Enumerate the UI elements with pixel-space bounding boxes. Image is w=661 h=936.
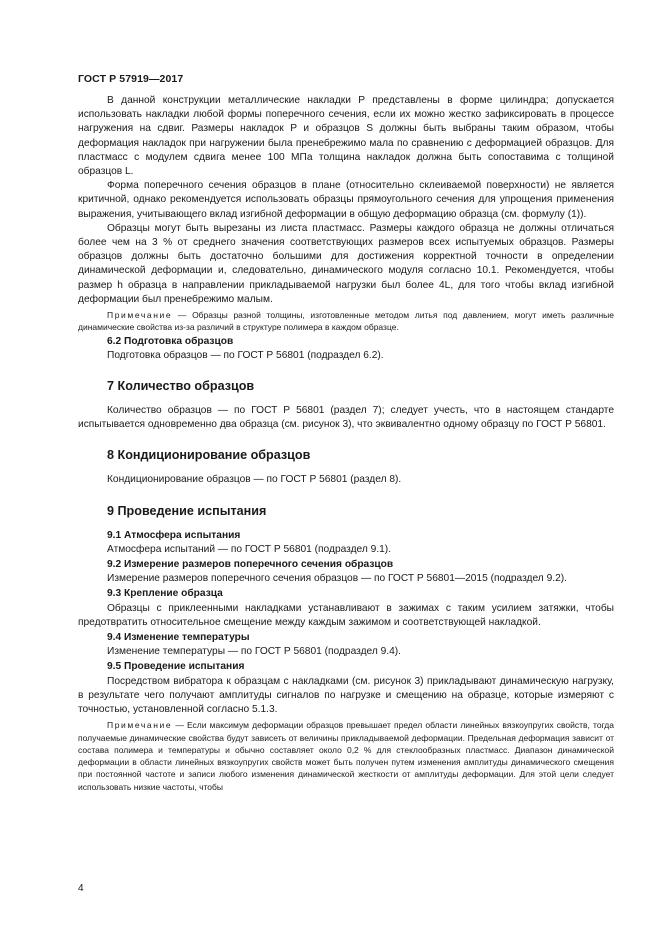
heading-9-1: 9.1 Атмосфера испытания	[107, 529, 241, 541]
page-number: 4	[78, 883, 84, 894]
heading-9-5: 9.5 Проведение испытания	[107, 661, 245, 673]
paragraph-cross-section: Форма поперечного сечения образцов в плане (относительно склеиваемой поверхности) не является критичной, однако рекомендуется использовать образцы прямоугольного сечения для упрощения применения выражения, учитывающего вклад изгибной деформации в общую деформацию образца (см. формулу (1)).	[78, 180, 614, 220]
note-moulding	[78, 309, 614, 334]
paragraph-9-3: Образцы с приклеенными накладками устанавливают в зажимах с таким усилием затяжки, чтобы предотвратить относительное смещение между каждым зажимом и соответствующей накладкой.	[78, 602, 614, 628]
note-text-9-5: — Если максимум деформации образцов превышает предел области линейных вязкоупругих свойств, тогда получаемые динамические свойства будут зависеть от величины прикладываемой деформации. Предельная деформация зависит от состава полимера и температуры и обычно составляет около 0,2 % для стеклообразных пластмасс. Диапазон динамической деформации в области линейных вязкоупругих свойств может быть получен путем изменения амплитуды динамического смещения при постоянной частоте и записи любого изменения динамической жесткости от амплитуды деформации. Для этой цели следует использовать низкие частоты, чтобы	[78, 720, 614, 792]
page-content	[78, 94, 614, 793]
document-header: ГОСТ Р 57919—2017	[78, 73, 184, 85]
heading-9-3: 9.3 Крепление образца	[107, 588, 223, 600]
note-deformation	[78, 719, 614, 793]
paragraph-6-2: Подготовка образцов — по ГОСТ Р 56801 (подраздел 6.2).	[107, 349, 384, 361]
paragraph-8: Кондиционирование образцов — по ГОСТ Р 56801 (раздел 8).	[107, 474, 402, 486]
note-text: — Образцы разной толщины, изготовленные методом литья под давлением, могут иметь различные динамические свойства из-за различий в структуре полимера в каждом образце.	[78, 310, 614, 333]
paragraph-9-2: Измерение размеров поперечного сечения образцов — по ГОСТ Р 56801—2015 (подраздел 9.2).	[107, 573, 567, 585]
note-label: Примечание	[107, 310, 173, 321]
paragraph-9-5: Посредством вибратора к образцам с накладками (см. рисунок 3) прикладывают динамическую нагрузку, в результате чего получают амплитуды сигналов по нагрузке и смещению на образце, которые измеряют с точностью, установленной согласно 5.1.3.	[78, 675, 614, 716]
paragraph-specimen-size: Образцы могут быть вырезаны из листа пластмасс. Размеры каждого образца не должны отличаться более чем на 3 % от среднего значения соответствующих размеров всех испытуемых образцов. Размеры образцов должны быть достаточно большими для достижения корректной точности в определении динамической деформации и, следовательно, динамического модуля согласно 10.1. Рекомендуется, чтобы размер h образца в направлении прикладываемой нагрузки был более 4L, для того чтобы вклад изгибной деформации был пренебрежимо малым.	[78, 222, 614, 305]
heading-9: 9 Проведение испытания	[107, 503, 267, 518]
paragraph-7: Количество образцов — по ГОСТ Р 56801 (раздел 7); следует учесть, что в настоящем стандарте испытывается одновременно два образца (см. рисунок 3), что эквивалентно одному образцу по ГОСТ Р 56801.	[78, 405, 614, 431]
note-label-9-5: Примечание	[107, 720, 173, 731]
paragraph-specimen-design: В данной конструкции металлические накладки P представлены в форме цилиндра; допускается использовать накладки любой формы поперечного сечения, если их можно жестко зафиксировать в процессе нагружения на сдвиг. Размеры накладок P и образцов S должны быть выбраны таким образом, чтобы деформация накладок при нагружении была пренебрежимо мала по сравнению с деформацией образцов. Для пластмасс с модулем сдвига менее 100 МПа толщина накладок должна быть сопоставима с толщиной образцов L.	[78, 95, 614, 178]
paragraph-9-1: Атмосфера испытаний — по ГОСТ Р 56801 (подраздел 9.1).	[107, 543, 392, 555]
heading-7: 7 Количество образцов	[107, 379, 255, 394]
heading-8: 8 Кондиционирование образцов	[107, 448, 311, 463]
paragraph-9-4: Изменение температуры — по ГОСТ Р 56801 (подраздел 9.4).	[107, 646, 402, 658]
heading-6-2: 6.2 Подготовка образцов	[107, 335, 234, 347]
heading-9-4: 9.4 Изменение температуры	[107, 632, 250, 644]
heading-9-2: 9.2 Измерение размеров поперечного сечения образцов	[107, 559, 394, 571]
